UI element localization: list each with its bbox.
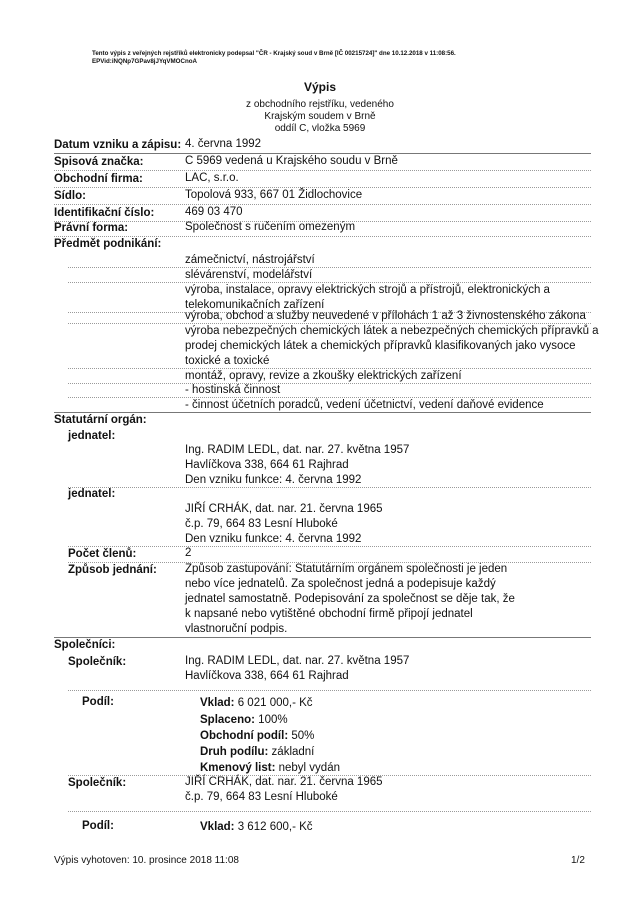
jednatel-2-line: č.p. 79, 664 83 Lesní Hluboké — [185, 518, 338, 530]
jednatel-2-line: JIŘÍ CRHÁK, dat. nar. 21. června 1965 — [185, 503, 383, 515]
obchodni-podil-row — [200, 729, 314, 744]
zpusob-text: vlastnoruční podpis. — [185, 623, 288, 635]
page-number: 1/2 — [571, 855, 585, 866]
activity-item-cont: toxické a toxické — [185, 355, 270, 367]
document-title: Výpis — [303, 80, 336, 94]
vklad-value: 6 021 000,- Kč — [237, 697, 313, 709]
activity-item: zámečnictví, nástrojářství — [185, 254, 315, 266]
predmet-label: Předmět podnikání: — [54, 238, 162, 250]
datum-value: 4. června 1992 — [185, 138, 262, 150]
header-subtitle-3: oddíl C, vložka 5969 — [274, 123, 366, 134]
obchodni-podil-value: 50% — [291, 730, 315, 742]
druh-podilu-value: základní — [271, 746, 315, 758]
signature-epvid: EPVid:iNQNp7GPav8jJYqVMOCnoA — [92, 58, 197, 65]
activity-item: slévárenství, modelářství — [185, 269, 313, 281]
zpusob-label: Způsob jednání: — [68, 564, 157, 576]
statutarni-label: Statutární orgán: — [54, 414, 147, 426]
splaceno-label: Splaceno: — [200, 714, 255, 726]
spolecnici-label: Společníci: — [54, 639, 116, 651]
druh-podilu-label: Druh podílu: — [200, 746, 269, 758]
sidlo-label: Sídlo: — [54, 190, 86, 202]
vklad-value: 3 612 600,- Kč — [237, 821, 313, 833]
spolecnik-1-line: Havlíčkova 338, 664 61 Rajhrad — [185, 670, 349, 682]
kmenovy-list-value: nebyl vydán — [278, 762, 340, 774]
jednatel-label: jednatel: — [68, 488, 116, 500]
header-subtitle-1: z obchodního rejstříku, vedeného — [246, 99, 394, 110]
separator — [68, 546, 591, 547]
sidlo-value: Topolová 933, 667 01 Židlochovice — [185, 189, 363, 201]
zpusob-text: nebo více jednatelů. Za společnost jedná a podepisuje každý — [185, 578, 496, 590]
vklad-label: Vklad: — [200, 821, 235, 833]
signature-line: Tento výpis z veřejných rejstříků elektronicky podepsal "ČR - Krajský soud v Brně [IČ 00215724]" dne 10.12.2018 v 11:08:56. — [92, 50, 456, 57]
separator — [54, 412, 591, 413]
forma-label: Právní forma: — [54, 222, 129, 234]
separator — [54, 204, 591, 205]
spolecnik-label: Společník: — [68, 656, 127, 668]
jednatel-label: jednatel: — [68, 430, 116, 442]
activity-item: montáž, opravy, revize a zkoušky elektrických zařízení — [185, 370, 462, 382]
jednatel-1-line: Ing. RADIM LEDL, dat. nar. 27. května 1957 — [185, 444, 410, 456]
separator — [54, 637, 591, 638]
separator — [68, 383, 591, 384]
jednatel-1-line: Havlíčkova 338, 664 61 Rajhrad — [185, 459, 349, 471]
firma-label: Obchodní firma: — [54, 173, 143, 185]
separator — [68, 811, 591, 812]
activity-item-cont: telekomunikačních zařízení — [185, 299, 325, 311]
jednatel-1-line: Den vzniku funkce: 4. června 1992 — [185, 474, 362, 486]
spolecnik-label: Společník: — [68, 777, 127, 789]
separator — [54, 236, 591, 237]
kmenovy-list-row — [200, 761, 340, 776]
spis-value: C 5969 vedená u Krajského soudu v Brně — [185, 155, 398, 167]
kmenovy-list-label: Kmenový list: — [200, 762, 276, 774]
jednatel-2-line: Den vzniku funkce: 4. června 1992 — [185, 533, 362, 545]
zpusob-text: jednatel samostatně. Podepisování za společnost se děje tak, že — [185, 593, 515, 605]
vklad-row — [200, 820, 313, 835]
separator — [54, 170, 591, 171]
vklad-row — [200, 696, 313, 711]
activity-item: výroba nebezpečných chemických látek a nebezpečných chemických přípravků a — [185, 325, 599, 337]
footer-generated: Výpis vyhotoven: 10. prosince 2018 11:08 — [54, 855, 239, 866]
separator — [68, 690, 591, 691]
firma-value: LAC, s.r.o. — [185, 172, 239, 184]
druh-podilu-row — [200, 745, 314, 760]
forma-value: Společnost s ručením omezeným — [185, 221, 356, 233]
separator — [68, 267, 591, 268]
podil-label: Podíl: — [82, 696, 114, 708]
vklad-label: Vklad: — [200, 697, 235, 709]
activity-item: výroba, obchod a služby neuvedené v přílohách 1 až 3 živnostenského zákona — [185, 310, 586, 322]
spis-label: Spisová značka: — [54, 156, 144, 168]
podil-label: Podíl: — [82, 820, 114, 832]
obchodni-podil-label: Obchodní podíl: — [200, 730, 289, 742]
header-subtitle-2: Krajským soudem v Brně — [264, 111, 376, 122]
datum-label: Datum vzniku a zápisu: — [54, 139, 182, 151]
activity-item: - činnost účetních poradců, vedení účetnictví, vedení daňové evidence — [185, 399, 544, 411]
splaceno-row — [200, 713, 288, 728]
pocet-value: 2 — [185, 547, 192, 559]
separator — [68, 487, 591, 488]
spolecnik-2-line: JIŘÍ CRHÁK, dat. nar. 21. června 1965 — [185, 776, 383, 788]
activity-item-cont: prodej chemických látek a chemických přípravků klasifikovaných jako vysoce — [185, 340, 576, 352]
pocet-label: Počet členů: — [68, 548, 137, 560]
activity-item: - hostinská činnost — [185, 384, 281, 396]
spolecnik-1-line: Ing. RADIM LEDL, dat. nar. 27. května 1957 — [185, 655, 410, 667]
activity-item: výroba, instalace, opravy elektrických strojů a přístrojů, elektronických a — [185, 284, 550, 296]
splaceno-value: 100% — [258, 714, 288, 726]
e-signature-note — [92, 50, 562, 66]
zpusob-text: Způsob zastupování: Statutárním orgánem společnosti je jeden — [185, 563, 508, 575]
ic-label: Identifikační číslo: — [54, 207, 155, 219]
ic-value: 469 03 470 — [185, 206, 243, 218]
zpusob-text: k napsané nebo vytištěné obchodní firmě připojí jednatel — [185, 608, 473, 620]
spolecnik-2-line: č.p. 79, 664 83 Lesní Hluboké — [185, 791, 338, 803]
